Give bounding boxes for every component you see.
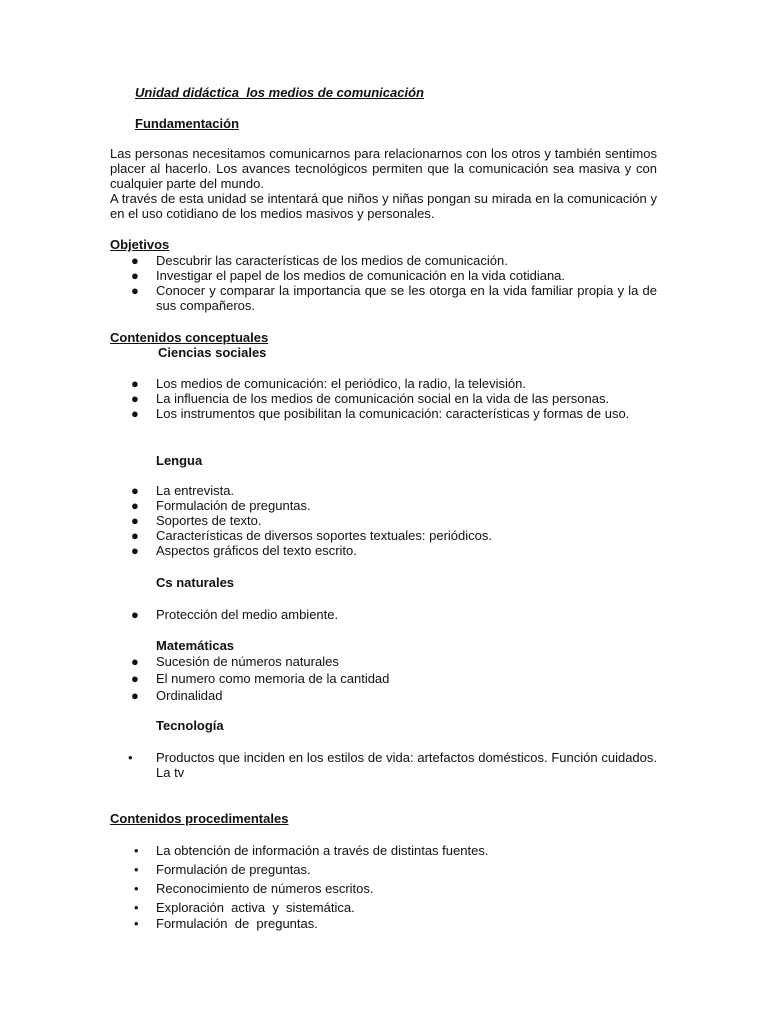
- bullet-icon: •: [134, 900, 139, 915]
- bullet-icon: ●: [131, 483, 139, 498]
- list-item: ● Investigar el papel de los medios de comunicación en la vida cotidiana.: [131, 268, 566, 283]
- list-item: • Formulación de preguntas.: [134, 916, 318, 931]
- procedimentales-list: [0, 843, 657, 931]
- bullet-icon: ●: [131, 671, 139, 686]
- matematicas-heading: Matemáticas: [156, 638, 235, 653]
- fundamentacion-paragraph-2: A través de esta unidad se intentará que niños y niñas pongan su mirada en la comunicación y en el uso cotidiano de los medios masivos y personales.: [110, 191, 657, 221]
- bullet-icon: ●: [131, 654, 139, 669]
- list-item: ● Soportes de texto.: [131, 513, 262, 528]
- fundamentacion-paragraph-1: Las personas necesitamos comunicarnos para relacionarnos con los otros y también sentimos placer al hacerlo. Los avances tecnológicos permiten que la comunicación sea masiva y con cualquier parte del mundo.: [110, 146, 657, 191]
- bullet-icon: ●: [131, 391, 139, 406]
- list-item: ● Aspectos gráficos del texto escrito.: [131, 543, 357, 558]
- bullet-icon: ●: [131, 268, 139, 283]
- objetivos-heading: Objetivos: [110, 237, 170, 252]
- tecnologia-list: [0, 750, 657, 780]
- bullet-icon: •: [134, 881, 139, 896]
- matematicas-list: [0, 654, 657, 703]
- bullet-icon: ●: [131, 513, 139, 528]
- conceptuales-heading: Contenidos conceptuales: [110, 330, 269, 345]
- document-title: Unidad didáctica los medios de comunicación: [135, 85, 424, 100]
- objetivos-list: [0, 253, 657, 313]
- bullet-icon: ●: [131, 376, 139, 391]
- procedimentales-heading: Contenidos procedimentales: [110, 811, 289, 826]
- bullet-icon: ●: [131, 283, 139, 298]
- tecnologia-heading: Tecnología: [156, 718, 224, 733]
- bullet-icon: ●: [131, 688, 139, 703]
- cs-naturales-list: [0, 607, 657, 622]
- list-item: ● Descubrir las características de los medios de comunicación.: [131, 253, 508, 268]
- list-item: ● Los medios de comunicación: el periódico, la radio, la televisión.: [131, 376, 526, 391]
- bullet-icon: ●: [131, 607, 139, 622]
- lengua-heading: Lengua: [156, 453, 203, 468]
- lengua-list: [0, 483, 657, 558]
- list-item: ● Conocer y comparar la importancia que se les otorga en la vida familiar propia y la de sus compañeros.: [131, 283, 657, 313]
- list-item: ● La entrevista.: [131, 483, 235, 498]
- list-item: ● Ordinalidad: [131, 688, 223, 703]
- list-item: • Productos que inciden en los estilos de vida: artefactos domésticos. Función cuidados. La tv: [128, 750, 657, 780]
- bullet-icon: •: [128, 750, 133, 765]
- bullet-icon: ●: [131, 543, 139, 558]
- cs-naturales-heading: Cs naturales: [156, 575, 235, 590]
- list-item: ● La influencia de los medios de comunicación social en la vida de las personas.: [131, 391, 610, 406]
- bullet-icon: ●: [131, 528, 139, 543]
- list-item: • La obtención de información a través de distintas fuentes.: [134, 843, 489, 858]
- list-item: • Formulación de preguntas.: [134, 862, 311, 877]
- fundamentacion-heading: Fundamentación: [135, 116, 240, 131]
- list-item: ● Formulación de preguntas.: [131, 498, 311, 513]
- list-item: • Reconocimiento de números escritos.: [134, 881, 374, 896]
- ciencias-sociales-list: [0, 376, 657, 421]
- bullet-icon: ●: [131, 406, 139, 421]
- bullet-icon: •: [134, 862, 139, 877]
- list-item: ● Los instrumentos que posibilitan la comunicación: características y formas de uso.: [131, 406, 630, 421]
- list-item: ● Protección del medio ambiente.: [131, 607, 339, 622]
- ciencias-sociales-heading: Ciencias sociales: [158, 345, 267, 360]
- list-item: • Exploración activa y sistemática.: [134, 900, 355, 915]
- list-item: ● Características de diversos soportes textuales: periódicos.: [131, 528, 492, 543]
- list-item: ● Sucesión de números naturales: [131, 654, 339, 669]
- bullet-icon: ●: [131, 253, 139, 268]
- list-item: ● El numero como memoria de la cantidad: [131, 671, 390, 686]
- bullet-icon: •: [134, 843, 139, 858]
- bullet-icon: ●: [131, 498, 139, 513]
- bullet-icon: •: [134, 916, 139, 931]
